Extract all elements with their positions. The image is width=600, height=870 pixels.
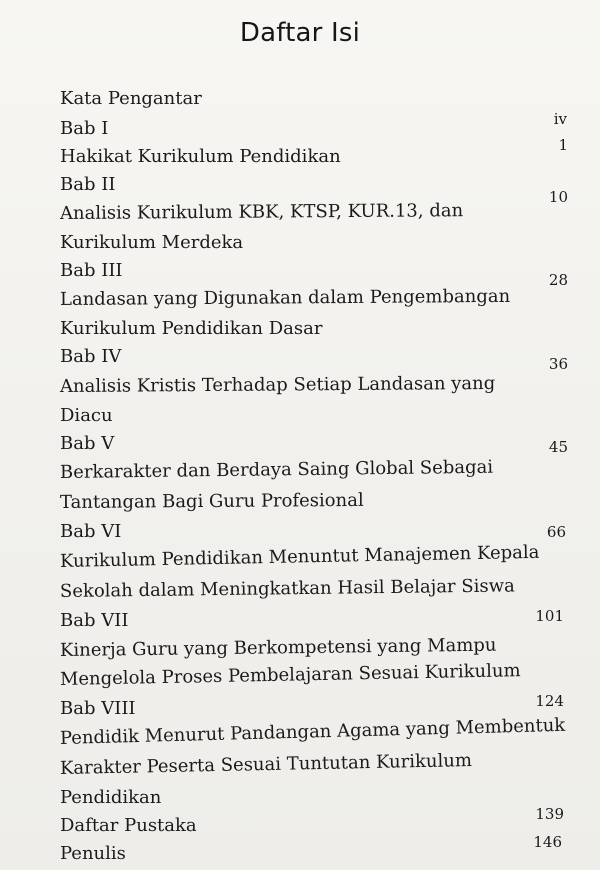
toc-entry-bab-5-title-line1: Berkarakter dan Berdaya Saing Global Sebagai (59, 456, 494, 483)
toc-entry-bab-5: Bab V (60, 433, 115, 454)
toc-entry-bab-3-title-line2: Kurikulum Pendidikan Dasar (60, 318, 323, 339)
toc-entry-bab-4-title-line2: Diacu (60, 405, 113, 426)
toc-page-number: 101 (535, 607, 564, 625)
toc-entry-bab-8-title-line3: Pendidikan (60, 787, 162, 808)
toc-entry-bab-7-title-line2: Mengelola Proses Pembelajaran Sesuai Kurikulum (59, 660, 521, 690)
toc-entry-bab-8: Bab VIII (60, 698, 136, 719)
toc-entry-bab-1: Bab I (60, 118, 109, 139)
toc-page-number: 10 (548, 188, 568, 206)
toc-entry-bab-4: Bab IV (60, 346, 122, 367)
toc-entry-daftar-pustaka: Daftar Pustaka (60, 815, 197, 836)
toc-entry-bab-7-title-line1: Kinerja Guru yang Berkompetensi yang Mampu (59, 634, 497, 661)
toc-entry-bab-3-title-line1: Landasan yang Digunakan dalam Pengembangan (59, 285, 511, 310)
toc-entry-bab-6: Bab VI (60, 521, 122, 542)
toc-page-number: 146 (533, 833, 562, 851)
toc-entry-bab-5-title-line2: Tantangan Bagi Guru Profesional (59, 489, 364, 513)
toc-page-number: 1 (558, 136, 568, 154)
page-title: Daftar Isi (239, 18, 361, 48)
toc-entry-bab-6-title-line1: Kurikulum Pendidikan Menuntut Manajemen Kepala (59, 541, 540, 572)
toc-entry-bab-2-title-line1: Analisis Kurikulum KBK, KTSP, KUR.13, dan (59, 200, 464, 224)
toc-entry-bab-3: Bab III (60, 260, 123, 281)
toc-page-number: 36 (548, 355, 568, 373)
toc-entry-kata-pengantar: Kata Pengantar (60, 88, 202, 109)
toc-entry-bab-8-title-line2: Karakter Peserta Sesuai Tuntutan Kurikulum (59, 750, 473, 779)
toc-entry-bab-7: Bab VII (60, 610, 129, 631)
toc-entry-bab-8-title-line1: Pendidik Menurut Pandangan Agama yang Membentuk (59, 714, 566, 749)
toc-entry-penulis: Penulis (60, 843, 126, 864)
toc-entry-bab-2: Bab II (60, 174, 116, 195)
toc-entry-bab-6-title-line2: Sekolah dalam Meningkatkan Hasil Belajar Siswa (59, 575, 515, 602)
toc-page-number: 28 (548, 271, 568, 289)
toc-page-number: 124 (535, 692, 564, 710)
toc-page-number: 45 (548, 438, 568, 456)
toc-entry-bab-1-title: Hakikat Kurikulum Pendidikan (60, 146, 341, 167)
toc-page-number: 66 (546, 523, 566, 541)
toc-page-number: 139 (535, 805, 564, 823)
toc-entry-bab-4-title-line1: Analisis Kristis Terhadap Setiap Landasan yang (59, 372, 496, 397)
toc-entry-bab-2-title-line2: Kurikulum Merdeka (60, 232, 244, 253)
toc-page-number: iv (553, 110, 567, 128)
